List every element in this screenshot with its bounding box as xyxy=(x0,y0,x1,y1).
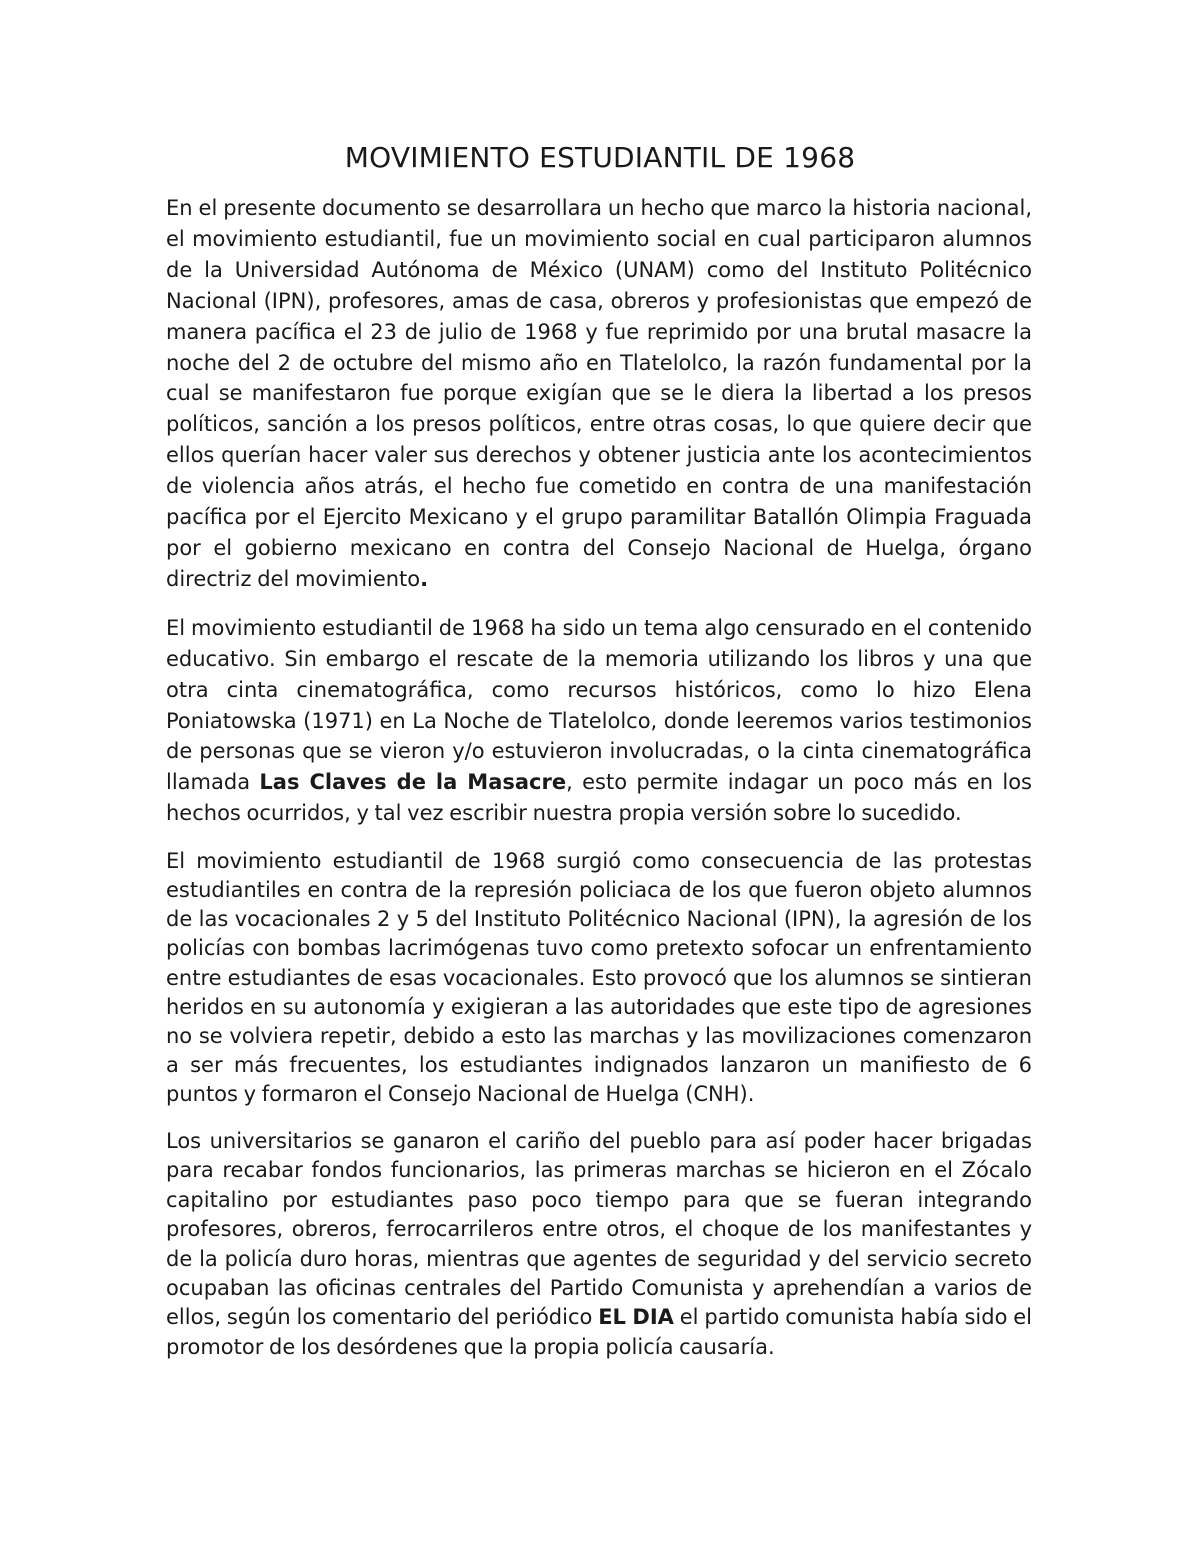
paragraph-1 xyxy=(166,193,1032,595)
paragraph-4 xyxy=(166,1127,1032,1362)
paragraph-1-text: En el presente documento se desarrollara un hecho que marco la historia nacional, el movimiento estudiantil, fue un movimiento social en cual participaron alumnos de la Universidad Autónoma de México (UNAM) como del Instituto Politécnico Nacional (IPN), profesores, amas de casa, obreros y profesionistas que empezó de manera pacífica el 23 de julio de 1968 y fue reprimido por una brutal masacre la noche del 2 de octubre del mismo año en Tlatelolco, la razón fundamental por la cual se manifestaron fue porque exigían que se le diera la libertad a los presos políticos, sanción a los presos políticos, entre otras cosas, lo que quiere decir que ellos querían hacer valer sus derechos y obtener justicia ante los acontecimientos de violencia años atrás, el hecho fue cometido en contra de una manifestación pacífica por el Ejercito Mexicano y el grupo paramilitar Batallón Olimpia Fraguada por el gobierno mexicano en contra del Consejo Nacional de Huelga, órgano directriz del movimiento xyxy=(166,196,1032,591)
document-title: MOVIMIENTO ESTUDIANTIL DE 1968 xyxy=(344,141,856,174)
newspaper-name-emphasis: EL DIA xyxy=(598,1305,674,1330)
paragraph-2-text-start: El movimiento estudiantil de 1968 ha sido un tema algo censurado en el contenido educativo. Sin embargo el rescate de la memoria utilizando los libros y una que otra cinta cinematográfica, como recursos históricos, como lo hizo Elena Poniatowska (1971) en La Noche de Tlatelolco, donde leeremos varios testimonios de personas que se vieron y/o estuvieron involucradas, o la cinta cinematográfica llamada xyxy=(166,615,1032,795)
paragraph-3-text: El movimiento estudiantil de 1968 surgió como consecuencia de las protestas estudiantiles en contra de la represión policiaca de los que fueron objeto alumnos de las vocacionales 2 y 5 del Instituto Politécnico Nacional (IPN), la agresión de los policías con bombas lacrimógenas tuvo como pretexto sofocar un enfrentamiento entre estudiantes de esas vocacionales. Esto provocó que los alumnos se sintieran heridos en su autonomía y exigieran a las autoridades que este tipo de agresiones no se volviera repetir, debido a esto las marchas y las movilizaciones comenzaron a ser más frecuentes, los estudiantes indignados lanzaron un manifiesto de 6 puntos y formaron el Consejo Nacional de Huelga (CNH). xyxy=(166,849,1032,1106)
film-title-emphasis: Las Claves de la Masacre xyxy=(259,770,567,795)
paragraph-4-text-start: Los universitarios se ganaron el cariño del pueblo para así poder hacer brigadas para recabar fondos funcionarios, las primeras marchas se hicieron en el Zócalo capitalino por estudiantes paso poco tiempo para que se fueran integrando profesores, obreros, ferrocarrileros entre otros, el choque de los manifestantes y de la policía duro horas, mientras que agentes de seguridad y del servicio secreto ocupaban las oficinas centrales del Partido Comunista y aprehendían a varios de ellos, según los comentario del periódico xyxy=(166,1128,1032,1330)
paragraph-4-text-end: el partido comunista había sido el promotor de los desórdenes que la propia policía causaría. xyxy=(166,1305,1033,1359)
document-body xyxy=(166,193,1032,1380)
paragraph-2-text-end: , esto permite indagar un poco más en los hechos ocurridos, y tal vez escribir nuestra propia versión sobre lo sucedido. xyxy=(166,770,1032,826)
paragraph-2 xyxy=(166,613,1032,829)
paragraph-3 xyxy=(166,847,1032,1109)
paragraph-1-final-period: . xyxy=(420,566,429,591)
